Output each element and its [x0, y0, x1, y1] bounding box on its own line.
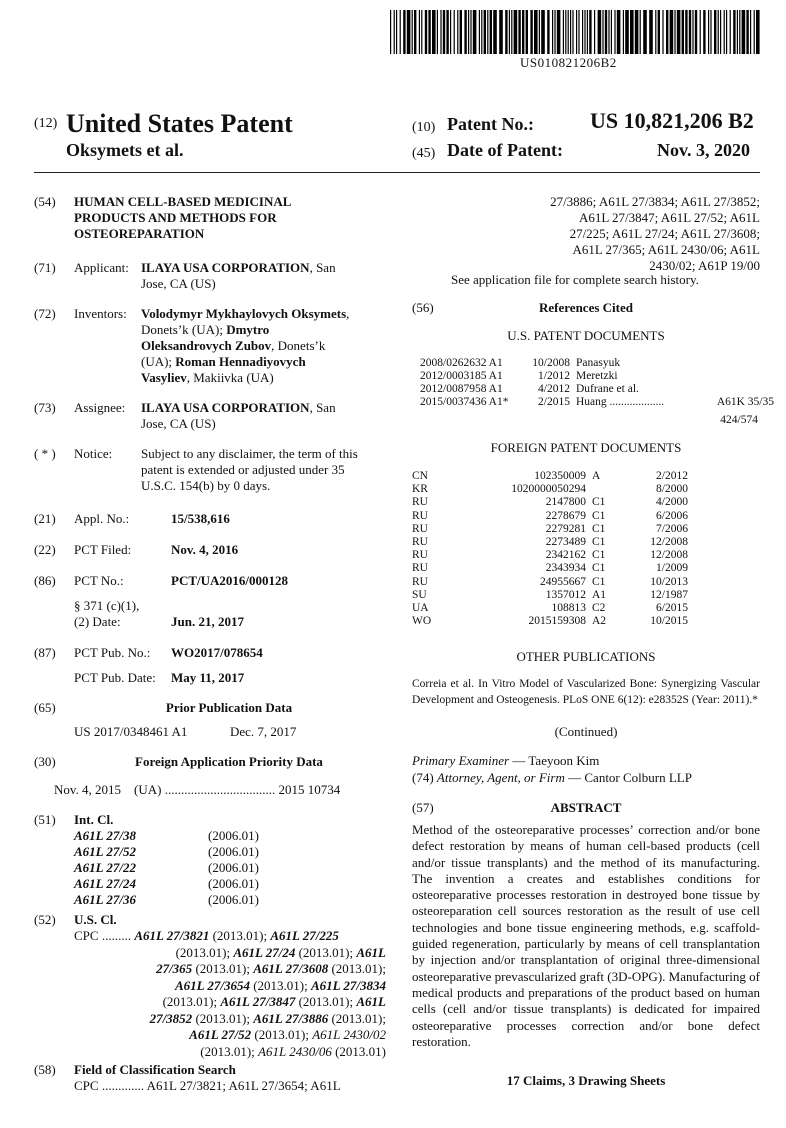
barcode-bar: [589, 10, 591, 54]
barcode-bar: [432, 10, 436, 54]
pct-pub-code: (87): [34, 645, 56, 660]
foreign-doc-no: 108813: [551, 602, 586, 615]
refs-heading: References Cited: [539, 300, 633, 315]
barcode-bar: [746, 10, 748, 54]
barcode-bar: [473, 10, 477, 54]
code-45: (45): [412, 146, 436, 161]
foreign-doc-date: 2/2012: [656, 470, 688, 482]
barcode-bar: [640, 10, 641, 54]
foreign-doc-row: [412, 523, 688, 536]
barcode-bar: [514, 10, 518, 54]
barcode-bar: [428, 10, 430, 54]
barcode-bar: [539, 10, 540, 54]
foreign-doc-date: 4/2000: [656, 496, 688, 509]
barcode-bar: [576, 10, 577, 54]
barcode-bar: [563, 10, 564, 54]
barcode-bar: [630, 10, 634, 54]
notice-code: ( * ): [34, 446, 56, 461]
int-cl-item: A61L 27/22 (2006.01): [74, 860, 259, 875]
foreign-doc-kind: A1: [592, 588, 607, 601]
foreign-doc-date: 10/2015: [650, 615, 688, 628]
foreign-doc-cc: RU: [412, 509, 428, 522]
us-doc-cls: A61K 35/35: [716, 396, 774, 408]
other-pub-heading: OTHER PUBLICATIONS: [516, 649, 656, 664]
barcode-bar: [450, 10, 451, 54]
appl-code: (21): [34, 511, 56, 526]
s371-line-1: § 371 (c)(1),: [74, 598, 140, 613]
pct-pub-date-label: PCT Pub. Date:: [74, 670, 156, 685]
barcode-bar: [522, 10, 524, 54]
foreign-doc-cc: RU: [412, 536, 428, 549]
date-label: Date of Patent:: [447, 140, 563, 160]
foreign-doc-no: 2278679: [545, 509, 586, 522]
us-docs-heading: U.S. PATENT DOCUMENTS: [507, 328, 665, 343]
pct-filed-value: Nov. 4, 2016: [171, 542, 239, 557]
int-cl-item: A61L 27/24 (2006.01): [74, 876, 259, 891]
barcode-bar: [487, 10, 488, 54]
us-doc-cls: [704, 370, 774, 383]
code-12: (12): [34, 116, 58, 131]
barcode-bar: [454, 10, 455, 54]
title-line-3: OSTEOREPARATION: [74, 226, 205, 241]
barcode-bar: [611, 10, 612, 54]
foreign-doc-kind: A: [592, 470, 601, 482]
us-doc-cls: [704, 357, 774, 370]
barcode-bar: [394, 10, 395, 54]
foreign-doc-cc: RU: [412, 549, 428, 562]
barcode-bar: [541, 10, 545, 54]
barcode: [390, 10, 760, 54]
foreign-doc-cc: KR: [412, 483, 428, 496]
barcode-bar: [682, 10, 684, 54]
title-line-1: HUMAN CELL-BASED MEDICINAL: [74, 194, 292, 209]
barcode-bar: [710, 10, 711, 54]
barcode-bar: [584, 10, 585, 54]
foreign-priority-line: Nov. 4, 2015 (UA) .................................. 2015 10734: [54, 782, 341, 797]
barcode-bar: [662, 10, 663, 54]
barcode-bar: [578, 10, 579, 54]
pct-pub-date: May 11, 2017: [171, 670, 245, 685]
code-10: (10): [412, 120, 436, 135]
barcode-bar: [685, 10, 687, 54]
barcode-bar: [470, 10, 471, 54]
barcode-bar: [419, 10, 420, 54]
barcode-bar: [570, 10, 571, 54]
continued-note: (Continued): [554, 724, 618, 739]
foreign-doc-kind: C1: [592, 536, 606, 549]
barcode-bar: [733, 10, 735, 54]
foreign-doc-row: [412, 496, 688, 509]
appl-value: 15/538,616: [171, 511, 230, 526]
foreign-doc-kind: C1: [592, 522, 606, 535]
int-cl-list: [74, 828, 374, 908]
foreign-priority-code: (30): [34, 754, 56, 769]
barcode-bar: [594, 10, 595, 54]
title-line-2: PRODUCTS AND METHODS FOR: [74, 210, 277, 225]
barcode-bar: [714, 10, 716, 54]
inventors-code: (72): [34, 306, 56, 321]
barcode-bar: [400, 10, 401, 54]
foreign-doc-date: 6/2006: [656, 509, 688, 522]
barcode-bar: [407, 10, 411, 54]
pct-filed-code: (22): [34, 542, 56, 557]
notice-label: Notice:: [74, 446, 113, 461]
barcode-bar: [742, 10, 746, 54]
foreign-doc-no: 1020000050294: [511, 483, 586, 496]
barcode-bar: [554, 10, 555, 54]
attorney: (74) Attorney, Agent, or Firm — Cantor Colburn LLP: [412, 770, 692, 785]
pct-pub-value: WO2017/078654: [171, 645, 263, 660]
foreign-doc-kind: C2: [592, 602, 606, 615]
inventor-line-2: Donets’k (UA); Dmytro: [141, 322, 270, 337]
barcode-bar: [552, 10, 553, 54]
foreign-doc-no: 2273489: [545, 536, 586, 549]
foreign-doc-no: 2343934: [545, 562, 586, 575]
foreign-doc-cc: SU: [412, 588, 427, 601]
barcode-bar: [509, 10, 510, 54]
inventors-label: Inventors:: [74, 306, 127, 321]
foreign-doc-no: 2015159308: [528, 615, 586, 628]
barcode-bar: [643, 10, 647, 54]
prior-pub-date: Dec. 7, 2017: [230, 724, 297, 739]
us-doc-row: [420, 357, 774, 370]
claims-summary: 17 Claims, 3 Drawing Sheets: [506, 1073, 666, 1088]
barcode-bar: [730, 10, 731, 54]
foreign-doc-row: [412, 602, 688, 615]
see-application: See application file for complete search history.: [451, 272, 699, 287]
barcode-bar: [756, 10, 760, 54]
barcode-bar: [750, 10, 751, 54]
foreign-doc-date: 1/2009: [656, 562, 688, 575]
applicant-label: Applicant:: [74, 260, 129, 275]
us-doc-name: Panasyuk: [576, 357, 621, 369]
int-cl-label: Int. Cl.: [74, 812, 114, 827]
pct-no-label: PCT No.:: [74, 573, 124, 588]
pct-no-code: (86): [34, 573, 56, 588]
us-doc-date: 1/2012: [538, 370, 570, 382]
assignee-code: (73): [34, 400, 56, 415]
foreign-doc-cc: UA: [412, 602, 429, 615]
us-cl-label: U.S. Cl.: [74, 912, 117, 927]
int-cl-code: (51): [34, 812, 56, 827]
barcode-bar: [689, 10, 691, 54]
barcode-bar: [718, 10, 719, 54]
foreign-docs-table: [412, 470, 688, 628]
barcode-bar: [390, 10, 391, 54]
s371-date: Jun. 21, 2017: [171, 614, 244, 629]
barcode-bar: [403, 10, 405, 54]
barcode-bar: [726, 10, 727, 54]
foreign-doc-cc: RU: [412, 496, 428, 509]
foreign-doc-row: [412, 483, 688, 496]
barcode-bar: [708, 10, 709, 54]
foreign-doc-no: 1357012: [545, 588, 586, 601]
barcode-bar: [739, 10, 740, 54]
title-code: (54): [34, 194, 56, 209]
foreign-doc-date: 12/2008: [650, 549, 688, 562]
barcode-bar: [425, 10, 427, 54]
foreign-doc-no: 102350009: [534, 470, 586, 482]
barcode-bar: [565, 10, 566, 54]
prior-pub-number: US 2017/0348461 A1: [74, 724, 188, 739]
foreign-doc-kind: C1: [592, 496, 606, 509]
barcode-bar: [505, 10, 507, 54]
barcode-bar: [614, 10, 615, 54]
barcode-bar: [635, 10, 639, 54]
barcode-bar: [443, 10, 445, 54]
foreign-doc-row: [412, 589, 688, 602]
us-doc-no: 2012/0087958 A1: [420, 383, 503, 395]
barcode-bar: [460, 10, 462, 54]
prior-pub-heading: Prior Publication Data: [165, 700, 293, 715]
s371-line-2: (2) Date:: [74, 614, 121, 629]
foreign-doc-date: 8/2000: [656, 483, 688, 496]
country-title: United States Patent: [66, 109, 293, 138]
foreign-doc-no: 2279281: [545, 522, 586, 535]
foreign-doc-cc: WO: [412, 615, 432, 628]
barcode-bar: [479, 10, 480, 54]
other-pub-text: Correia et al. In Vitro Model of Vascularized Bone: Synergizing Vascular Development and Osteogenesis. PLoS ONE 6(12): e28352S (Year: 2011).*: [412, 678, 760, 706]
barcode-bar: [490, 10, 492, 54]
barcode-bar: [695, 10, 697, 54]
foreign-doc-cc: RU: [412, 522, 428, 535]
barcode-bar: [414, 10, 416, 54]
barcode-bar: [754, 10, 755, 54]
us-doc-date: 4/2012: [538, 383, 570, 395]
barcode-bar: [421, 10, 422, 54]
us-doc-name: Meretzki: [576, 370, 618, 382]
barcode-bar: [530, 10, 532, 54]
pct-pub-label: PCT Pub. No.:: [74, 645, 151, 660]
barcode-bar: [598, 10, 602, 54]
foreign-doc-row: [412, 549, 688, 562]
applicant-line-1: ILAYA USA CORPORATION, San: [141, 260, 336, 275]
barcode-bar: [623, 10, 624, 54]
barcode-bar: [534, 10, 538, 54]
barcode-bar: [602, 10, 603, 54]
int-cl-item: A61L 27/36 (2006.01): [74, 892, 259, 907]
int-cl-item: A61L 27/38 (2006.01): [74, 828, 259, 843]
barcode-bar: [655, 10, 656, 54]
foreign-doc-row: [412, 470, 688, 483]
barcode-bar: [511, 10, 512, 54]
us-doc-name: Dufrane et al.: [576, 383, 639, 395]
barcode-bar: [670, 10, 674, 54]
applicant-code: (71): [34, 260, 56, 275]
foreign-doc-row: [412, 576, 688, 589]
field-continued: 27/3886; A61L 27/3834; A61L 27/3852; A61L 27/3847; A61L 27/52; A61L 27/225; A61L 27/24; A61L 27/3608; A61L 27/365; A61L 2430/06; A61L 2430/02; A61P 19/00: [550, 194, 760, 273]
barcode-bar: [674, 10, 675, 54]
foreign-doc-row: [412, 615, 688, 628]
us-doc-date: 10/2008: [532, 357, 570, 369]
foreign-doc-row: [412, 510, 688, 523]
barcode-bar: [440, 10, 441, 54]
foreign-doc-row: [412, 562, 688, 575]
int-cl-item: A61L 27/52 (2006.01): [74, 844, 259, 859]
barcode-bar: [617, 10, 621, 54]
foreign-doc-cc: RU: [412, 575, 428, 588]
foreign-doc-date: 6/2015: [656, 602, 688, 615]
inventor-line-3: Oleksandrovych Zubov, Donets’k: [141, 338, 326, 353]
us-doc-no: 2008/0262632 A1: [420, 357, 503, 369]
notice-line-3: U.S.C. 154(b) by 0 days.: [141, 478, 271, 493]
assignee-label: Assignee:: [74, 400, 126, 415]
barcode-bar: [720, 10, 721, 54]
barcode-bar: [457, 10, 458, 54]
barcode-bar: [412, 10, 413, 54]
us-cl-cpc: CPC ......... A61L 27/3821 (2013.01); A61L 27/225 (2013.01); A61L 27/24 (2013.01); A61L 27/365 (2013.01); A61L 27/3608 (2013.01); A61L 27/3654 (2013.01); A61L 27/3834 (2013.01); A61L 27/3847 (2013.01); A61L 27/3852 (2013.01); A61L 27/3886 (2013.01); A61L 27/52 (2013.01); A61L 2430/02 (2013.01); A61L 2430/06 (2013.01): [74, 928, 386, 1059]
barcode-bar: [437, 10, 438, 54]
patent-number: US 10,821,206 B2: [590, 108, 754, 133]
barcode-bar: [481, 10, 482, 54]
patent-no-label: Patent No.:: [447, 114, 534, 134]
barcode-bar: [605, 10, 607, 54]
barcode-bar: [724, 10, 725, 54]
foreign-doc-date: 10/2013: [650, 575, 688, 588]
prior-pub-code: (65): [34, 700, 56, 715]
inventor-line-5: Vasyliev, Makiivka (UA): [141, 370, 274, 385]
barcode-bar: [625, 10, 629, 54]
foreign-doc-cc: RU: [412, 562, 428, 575]
foreign-doc-date: 7/2006: [656, 522, 688, 535]
foreign-doc-cc: CN: [412, 470, 428, 482]
pct-filed-label: PCT Filed:: [74, 542, 132, 557]
field-line: CPC ............. A61L 27/3821; A61L 27/3654; A61L: [74, 1078, 341, 1093]
barcode-bar: [649, 10, 653, 54]
foreign-doc-no: 24955667: [540, 575, 586, 588]
barcode-bar: [666, 10, 668, 54]
foreign-doc-no: 2342162: [545, 549, 586, 562]
foreign-doc-kind: A2: [592, 615, 607, 628]
assignee-line-1: ILAYA USA CORPORATION, San: [141, 400, 336, 415]
barcode-bar: [677, 10, 681, 54]
us-doc-no: 2012/0003185 A1: [420, 370, 503, 382]
notice-line-1: Subject to any disclaimer, the term of this: [141, 446, 358, 461]
barcode-bar: [526, 10, 528, 54]
us-docs-table: [420, 357, 774, 409]
us-docs-extra: 424/574: [720, 414, 758, 426]
applicant-line-2: Jose, CA (US): [141, 276, 216, 291]
foreign-doc-kind: C1: [592, 575, 606, 588]
barcode-bar: [468, 10, 469, 54]
abstract-text: Method of the osteoreparative processes’ correction and/or bone defect restoration by means of human cell-based products (cell and/or tissue transplants) and the method of its manufacturing. The invention a creates and establishes conditions for osteoreparative processes restoration in destroyed bone tissue by osteoreparation cell sources restoration as the result of use cell technologies and bone tissue engineering methods, e.g. scaffold-guided regeneration, particularly by means of cell transplantation by injection and/or transplantation of original three-dimensional osteoreparative prevascularized graft (3D-OPG). Manufacturing of medical products and preparations of the product based on human cells (cell and/or tissue transplants) is dedicated for impaired osteoreparative processes correction and/or bone defect restoration.: [412, 822, 760, 1049]
barcode-bar: [446, 10, 448, 54]
barcode-bar: [568, 10, 569, 54]
barcode-bar: [703, 10, 705, 54]
us-doc-no: 2015/0037436 A1*: [420, 396, 509, 408]
barcode-bar: [582, 10, 583, 54]
field-label: Field of Classification Search: [74, 1062, 236, 1077]
foreign-doc-row: [412, 536, 688, 549]
header-rule: [34, 172, 760, 173]
barcode-bar: [572, 10, 573, 54]
us-doc-row: [420, 383, 774, 396]
inventor-line-4: (UA); Roman Hennadiyovych: [141, 354, 306, 369]
foreign-doc-date: 12/2008: [650, 536, 688, 549]
abstract-heading: ABSTRACT: [550, 800, 622, 815]
refs-code: (56): [412, 300, 434, 315]
foreign-priority-heading: Foreign Application Priority Data: [135, 754, 323, 769]
us-doc-name: Huang ...................: [576, 396, 665, 408]
barcode-bar: [493, 10, 497, 54]
pct-no-value: PCT/UA2016/000128: [171, 573, 288, 588]
field-code: (58): [34, 1062, 56, 1077]
inventors-short: Oksymets et al.: [66, 140, 184, 160]
foreign-doc-kind: C1: [592, 562, 606, 575]
us-doc-row: [420, 396, 774, 409]
foreign-doc-no: 2147800: [545, 496, 586, 509]
barcode-bar: [518, 10, 520, 54]
barcode-bar: [464, 10, 466, 54]
barcode-bar: [700, 10, 701, 54]
foreign-doc-kind: C1: [592, 509, 606, 522]
foreign-docs-heading: FOREIGN PATENT DOCUMENTS: [490, 440, 682, 455]
barcode-bar: [557, 10, 561, 54]
barcode-bar: [658, 10, 660, 54]
barcode-number: US010821206B2: [520, 55, 617, 70]
barcode-bar: [608, 10, 609, 54]
notice-line-2: patent is extended or adjusted under 35: [141, 462, 345, 477]
barcode-bar: [484, 10, 486, 54]
barcode-bar: [587, 10, 588, 54]
barcode-bar: [499, 10, 503, 54]
inventor-line-1: Volodymyr Mykhaylovych Oksymets,: [141, 306, 350, 321]
foreign-doc-kind: C1: [592, 549, 606, 562]
barcode-bar: [692, 10, 693, 54]
assignee-line-2: Jose, CA (US): [141, 416, 216, 431]
barcode-bar: [396, 10, 397, 54]
primary-examiner: Primary Examiner — Taeyoon Kim: [412, 753, 600, 768]
us-doc-row: [420, 370, 774, 383]
barcode-bar: [547, 10, 549, 54]
foreign-doc-kind: [586, 483, 622, 496]
us-doc-date: 2/2015: [538, 396, 570, 408]
appl-label: Appl. No.:: [74, 511, 130, 526]
us-doc-cls: [704, 383, 774, 396]
us-cl-code: (52): [34, 912, 56, 927]
date-of-patent: Nov. 3, 2020: [657, 140, 751, 160]
abstract-code: (57): [412, 800, 434, 815]
foreign-doc-date: 12/1987: [650, 588, 688, 601]
barcode-bar: [737, 10, 738, 54]
